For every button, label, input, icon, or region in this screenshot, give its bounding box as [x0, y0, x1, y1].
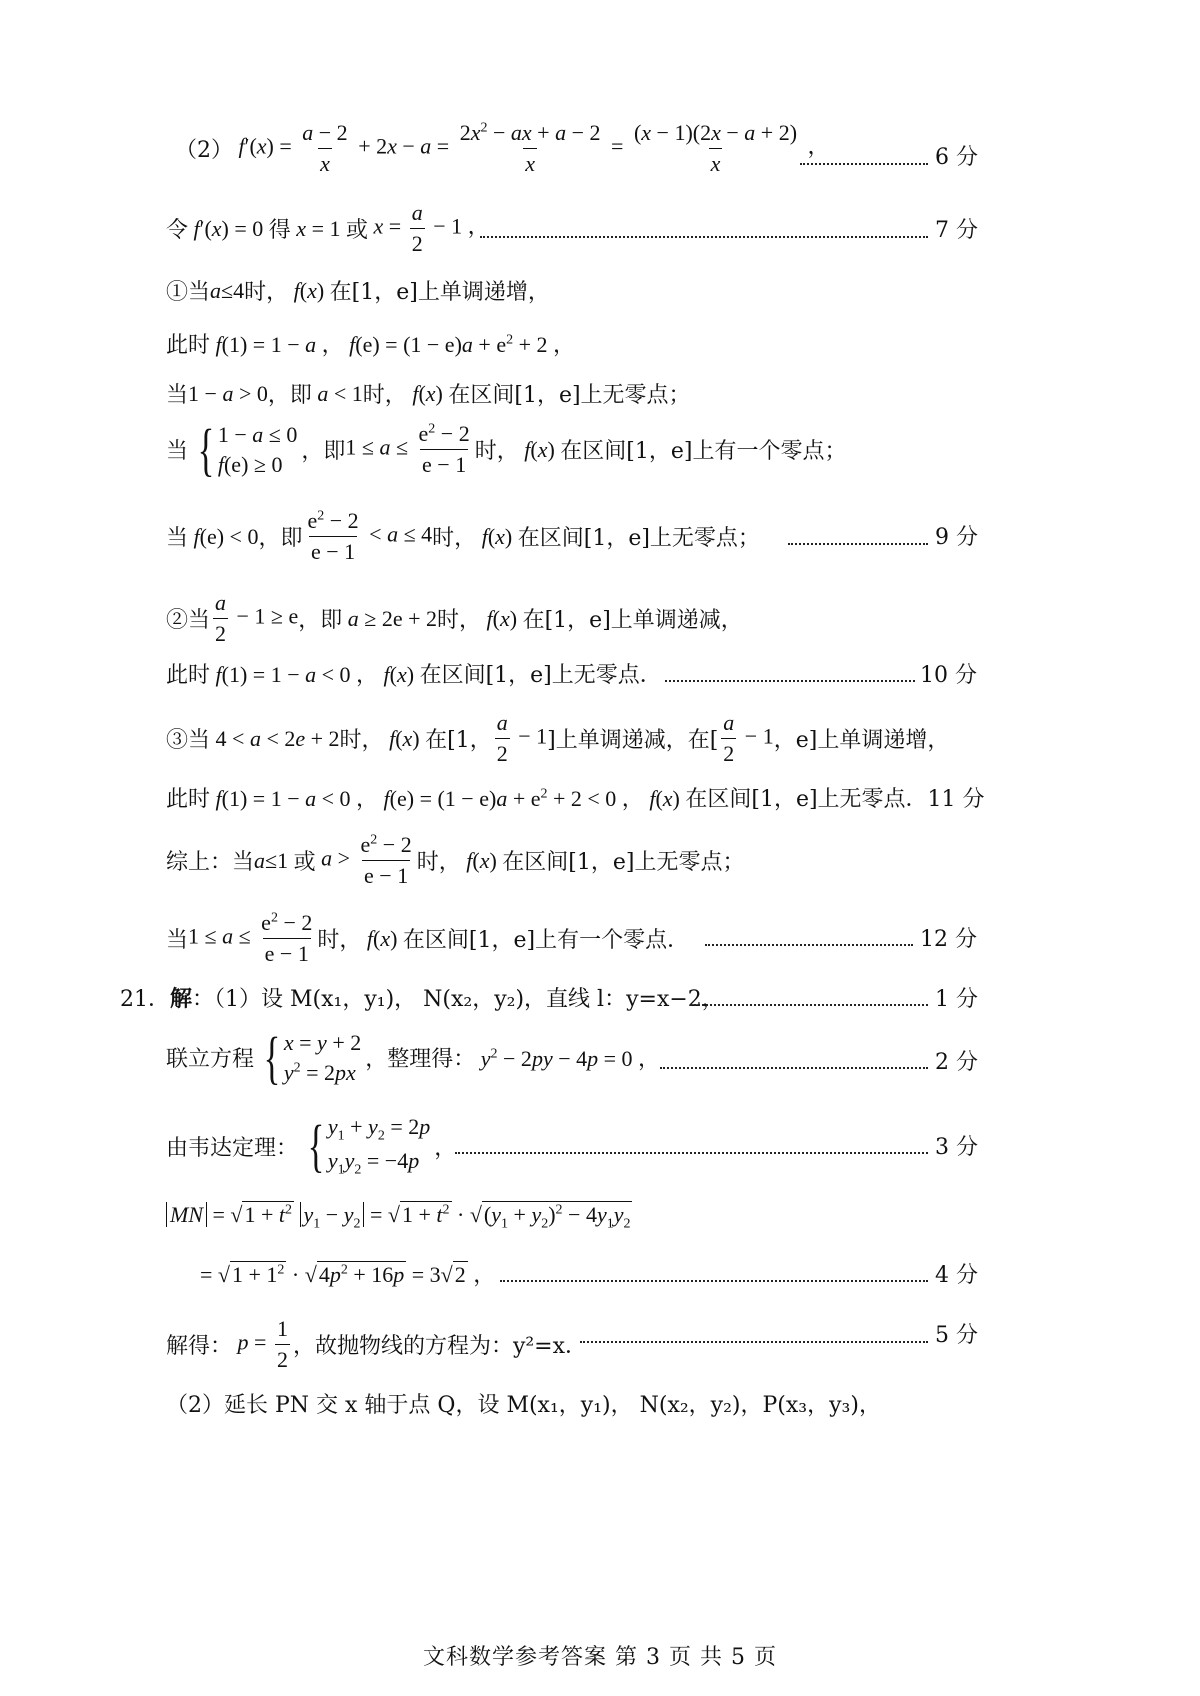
score: 9 分 [935, 525, 978, 550]
score-leader [800, 163, 928, 165]
text: 在[1， [425, 728, 492, 753]
system-line [166, 1024, 661, 1090]
formula: 1 ≤ a ≤ $\frac{e^2 - 2}{e - 1}$ [345, 421, 470, 478]
score: 4 分 [935, 1263, 978, 1288]
text: ，即 [258, 526, 303, 551]
subcase-1a [166, 378, 691, 409]
score: 5 分 [935, 1323, 978, 1348]
text: 或 [293, 850, 316, 875]
q21-part1 [120, 982, 724, 1013]
chord-length-line [166, 1202, 632, 1232]
formula: 1 − a > 0 [188, 380, 268, 406]
formula: $\frac{a}{2}$ − 1 [496, 710, 548, 766]
text: ，即 [301, 439, 346, 465]
score-leader [500, 1280, 928, 1282]
text: ，整理得： [365, 1047, 476, 1073]
case-3-line [166, 710, 949, 767]
formula: f(x) [293, 277, 330, 303]
text: 在区间[1，e]上有一个零点； [560, 439, 847, 465]
values-line [166, 328, 575, 359]
formula: x = $\frac{a}{2}$ − 1 ， [373, 200, 490, 256]
formula: f(x) [366, 925, 403, 951]
text: 时， [339, 728, 384, 753]
score-leader [580, 1341, 928, 1343]
summary-line-1 [166, 832, 744, 889]
text: 得 [268, 218, 291, 243]
score: 6 分 [935, 145, 978, 170]
solution-line [166, 1316, 587, 1373]
text: 令 [166, 218, 189, 243]
subcase-1c [166, 508, 760, 565]
critical-point-line [166, 200, 490, 257]
text: 或 [345, 218, 368, 243]
part-label: （2） [175, 138, 233, 163]
text: 时， [244, 280, 289, 305]
text: 当 [166, 439, 189, 465]
text: 在区间[1，e]上无零点； [448, 383, 691, 408]
score: 10 分 [920, 663, 977, 688]
chord-length-value [200, 1258, 495, 1289]
text: 时， [362, 383, 407, 408]
formula: a > $\frac{e^2 - 2}{e - 1}$ [321, 832, 412, 888]
score-leader [665, 680, 915, 682]
text: ①当 [166, 280, 211, 305]
formula: a ≥ 2e + 2 [347, 605, 438, 631]
text: 时， [317, 928, 362, 953]
system: { $y_1 + y_2 = 2p$ $y_1y_2 = -4p$ [307, 1113, 431, 1179]
text: 在区间[1，e]上有一个零点． [402, 928, 690, 953]
formula: f(1) = 1 − a ， $f(e) = (1 - e)a + e^2 + 2$ ， [215, 332, 575, 357]
formula: f(e) < 0 [193, 523, 259, 549]
formula: 4 < a < 2e + 2 [210, 725, 340, 751]
formula: f(x) [481, 523, 518, 549]
text: ，e]上单调递增， [773, 728, 950, 753]
formula: f(x) [389, 725, 426, 751]
text: 当 [166, 928, 189, 953]
formula: f′(x) = $\frac{a - 2}{x}$ + 2x − a = $\frac{2x^2 - ax + a - 2}{x}$ = $\frac{(x - 1)(2x - a + 2)}{x}$ ， [238, 120, 830, 176]
text: 在区间[1，e]上无零点； [502, 850, 745, 875]
formula: f(x) [412, 380, 449, 406]
text: 当 [166, 383, 189, 408]
formula: p = $\frac{1}{2}$ [237, 1316, 288, 1372]
score-leader [705, 944, 913, 946]
score: 3 分 [935, 1135, 978, 1160]
page-footer: 文科数学参考答案 第 3 页 共 5 页 [423, 1645, 777, 1670]
text: ，即 [298, 608, 343, 633]
system: { x = y + 2 $y^2 = 2px$ [263, 1024, 362, 1090]
score: 7 分 [935, 218, 978, 243]
text: 当 [166, 526, 189, 551]
text: 此时 [166, 787, 211, 812]
score: 12 分 [920, 927, 977, 952]
formula: a≤1 [254, 847, 294, 873]
score-leader [788, 543, 928, 545]
text: 在[1，e]上单调递减， [522, 608, 743, 633]
text: （2）延长 PN 交 x 轴于点 Q，设 M(x₁，y₁)， N(x₂，y₂)，P(x₃，y₃)， [166, 1393, 881, 1418]
text: 综上：当 [166, 850, 255, 875]
formula: a < 1 [317, 380, 363, 406]
case-2-values [166, 658, 662, 689]
formula: f′(x) = 0 [193, 215, 269, 241]
formula: a≤4 [210, 277, 245, 303]
formula: x = 1 [296, 215, 346, 241]
formula: $y^2 - 2py - 4p = 0$ ， [480, 1046, 661, 1072]
subcase-1b [166, 416, 847, 482]
formula: f(1) = 1 − a < 0 ， $f(e) = (1 - e)a + e^2 + 2 < 0$ ， f(x) [215, 786, 686, 811]
summary-line-2 [166, 910, 689, 967]
system: { 1 − a ≤ 0 f(e) ≥ 0 [197, 416, 298, 482]
formula: ， [434, 1134, 457, 1160]
score-leader [455, 1152, 928, 1154]
text: 在区间[1，e]上无零点． [419, 663, 662, 688]
score-leader [480, 236, 928, 238]
part2-line [166, 1388, 881, 1419]
text: 此时 [166, 333, 211, 358]
formula: f(1) = 1 − a < 0 ， f(x) [215, 662, 420, 687]
text: 时， [432, 526, 477, 551]
text: 在区间[1，e]上无零点．11 分 [685, 787, 985, 812]
text: 时， [416, 850, 461, 875]
text: 在[1，e]上单调递增， [329, 280, 550, 305]
case-1-line [166, 275, 550, 306]
text: ，故抛物线的方程为：y²=x． [292, 1334, 588, 1359]
text: 联立方程 [166, 1047, 255, 1073]
formula: f(x) [486, 605, 523, 631]
formula: 1 ≤ a ≤ $\frac{e^2 - 2}{e - 1}$ [188, 910, 313, 966]
vieta-line [166, 1112, 456, 1181]
score-leader [690, 1004, 928, 1006]
text: 解 [170, 986, 193, 1012]
score: 2 分 [935, 1050, 978, 1075]
text: ：（1）设 M(x₁，y₁)， N(x₂，y₂)，直线 l：y=x−2， [192, 987, 724, 1012]
score: 1 分 [935, 987, 978, 1012]
derivative-line [175, 120, 830, 177]
text: 解得： [166, 1334, 233, 1359]
text: 此时 [166, 663, 211, 688]
text: 由韦达定理： [166, 1135, 299, 1161]
formula: = $√1 + 1^2 \cdot √4p^2 + 16p = 3√2$ ， [200, 1262, 496, 1287]
formula: $\frac{a}{2}$ − 1 ≥ e [215, 590, 299, 646]
text: 在区间[1，e]上无零点； [517, 526, 760, 551]
text: ，即 [267, 383, 312, 408]
formula: f(x) [466, 847, 503, 873]
text: ③当 [166, 728, 211, 753]
text: 时， [474, 439, 519, 465]
case-3-values [166, 782, 985, 813]
text: ②当 [166, 608, 211, 633]
formula: MN = $√1 + t^2$ $y_1 - y_2 = √1 + t^2 \cdot √(y_1 + y_2)^2 - 4y_1y_2$ [166, 1202, 632, 1232]
case-2-line [166, 590, 743, 647]
formula: f(x) [524, 436, 561, 462]
formula: $\frac{e^2 - 2}{e - 1}$ < a ≤ 4 [307, 508, 433, 564]
text: 时， [437, 608, 482, 633]
score-leader [660, 1067, 928, 1069]
question-number: 21． [120, 987, 170, 1012]
text: ]上单调递减，在[ [547, 728, 719, 753]
formula: $\frac{a}{2}$ − 1 [723, 710, 774, 766]
